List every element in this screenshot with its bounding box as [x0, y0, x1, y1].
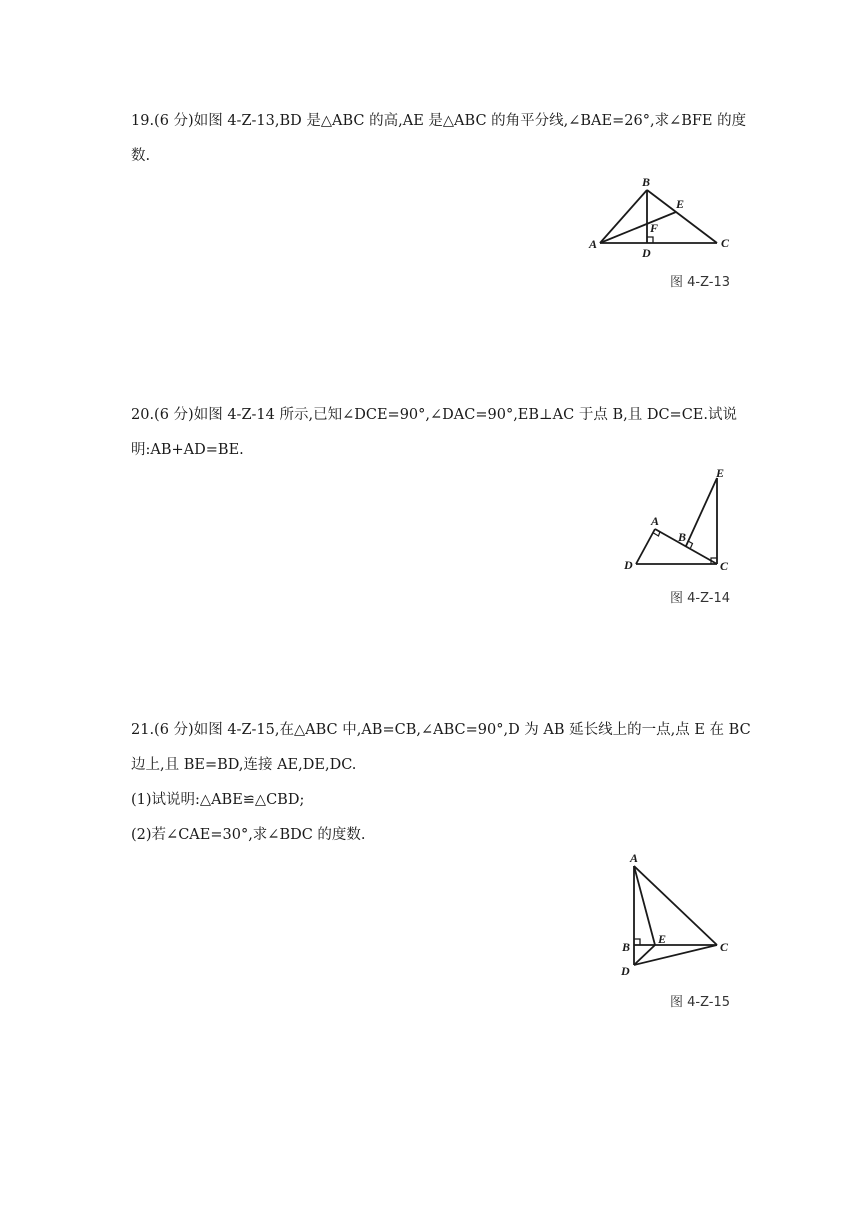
- label-e: E: [716, 466, 725, 480]
- label-d: D: [621, 964, 630, 978]
- label-a: A: [630, 851, 639, 865]
- label-e: E: [658, 932, 667, 946]
- figure-4-z-15: [615, 850, 740, 980]
- figure-caption-4-z-13: 图 4-Z-13: [669, 275, 730, 290]
- q20-text-line1: 20.(6 分)如图 4-Z-14 所示,已知∠DCE=90°,∠DAC=90°,EB⊥AC 于点 B,且 DC=CE.试说: [131, 407, 737, 423]
- right-angle-mark-b: [688, 541, 693, 548]
- figure-caption-4-z-15: 图 4-Z-15: [669, 995, 730, 1010]
- label-c: C: [720, 559, 729, 573]
- label-b: B: [642, 175, 651, 189]
- label-e: E: [676, 197, 685, 211]
- q21-text-line1: 21.(6 分)如图 4-Z-15,在△ABC 中,AB=CB,∠ABC=90°,D 为 AB 延长线上的一点,点 E 在 BC: [131, 722, 751, 738]
- figure-caption-4-z-14: 图 4-Z-14: [669, 591, 730, 606]
- q19-text-line1: 19.(6 分)如图 4-Z-13,BD 是△ABC 的高,AE 是△ABC 的角平分线,∠BAE=26°,求∠BFE 的度: [131, 113, 747, 129]
- figure-4-z-14: [618, 462, 738, 577]
- segment-da: [636, 529, 655, 564]
- label-a: A: [589, 237, 598, 251]
- q21-part2: (2)若∠CAE=30°,求∠BDC 的度数.: [131, 827, 366, 843]
- segment-ae: [600, 212, 676, 243]
- label-b: B: [622, 940, 631, 954]
- label-d: D: [624, 558, 633, 572]
- q20-text-line2: 明:AB+AD=BE.: [131, 442, 244, 458]
- q21-part1: (1)试说明:△ABE≌△CBD;: [131, 792, 305, 808]
- label-f: F: [650, 221, 659, 235]
- label-d: D: [642, 246, 651, 260]
- label-a: A: [651, 514, 660, 528]
- label-b: B: [678, 530, 687, 544]
- q21-text-line2: 边上,且 BE=BD,连接 AE,DE,DC.: [131, 757, 357, 773]
- segment-dc: [634, 945, 717, 965]
- segment-ae: [634, 866, 655, 945]
- figure-4-z-13: [585, 170, 745, 260]
- segment-eb: [686, 478, 717, 546]
- q19-text-line2: 数.: [131, 148, 151, 164]
- segment-ac: [634, 866, 717, 945]
- label-c: C: [721, 236, 730, 250]
- segment-ab: [600, 190, 647, 243]
- label-c: C: [720, 940, 729, 954]
